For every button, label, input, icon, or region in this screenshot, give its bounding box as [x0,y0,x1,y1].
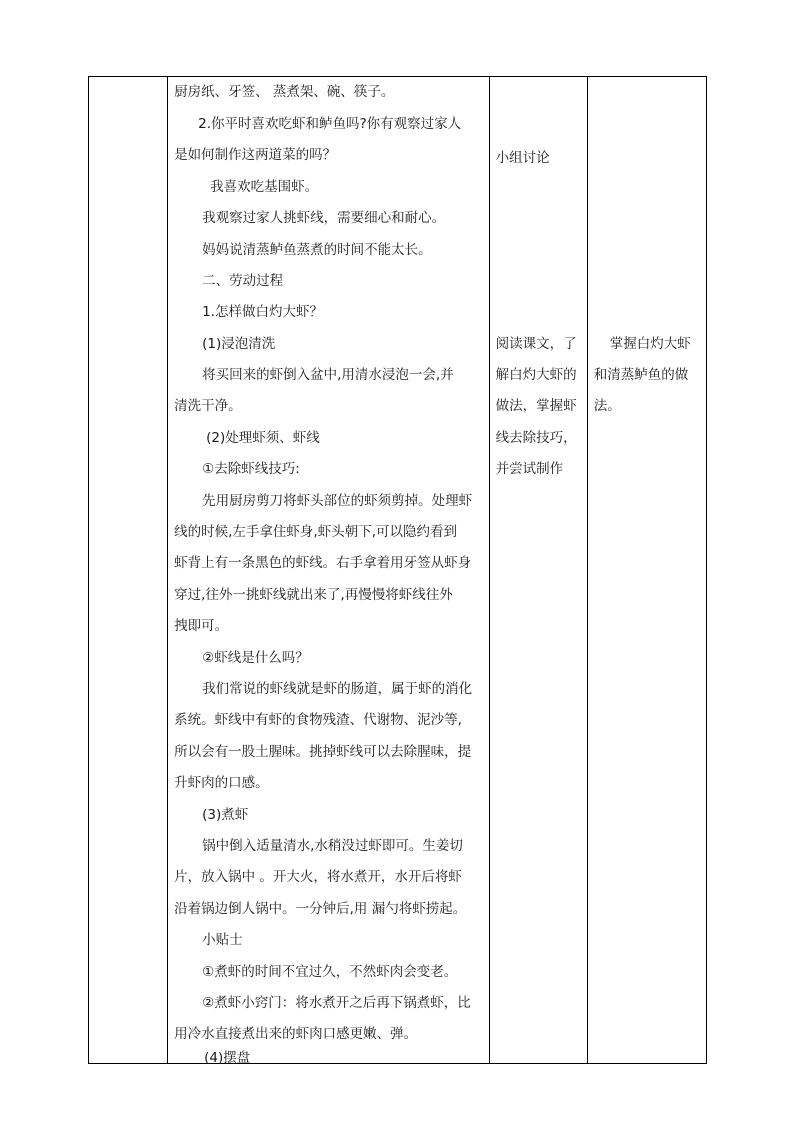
content-line: 清洗干净。 [174,398,242,414]
content-line: ②虾线是什么吗？ [202,650,309,666]
content-line: 将买回来的虾倒入盆中,用清水浸泡一会,并 [202,367,454,383]
group-discussion-label: 小组讨论 [495,150,550,166]
section-heading: 二、劳动过程 [202,273,284,289]
stage-cell [89,77,168,1064]
content-line: 先用厨房剪刀将虾头部位的虾须剪掉。处理虾 [202,493,473,509]
intent-line: 法。 [593,398,621,414]
teaching-content-cell [168,77,490,1064]
content-line: 片，放入锅中 。开大火，将水煮开，水开后将虾 [174,869,462,885]
content-line: 是如何制作这两道菜的吗？ [174,147,337,163]
content-line: (1)浸泡清洗 [202,336,276,352]
student-activity-cell [489,77,587,1064]
content-line: 厨房纸、牙签、 蒸煮架、碗、筷子。 [174,84,395,100]
activity-line: 解白灼大虾的 [495,367,577,383]
content-line: ①煮虾的时间不宜过久，不然虾肉会变老。 [202,964,458,980]
content-line: 升虾肉的口感。 [174,775,269,791]
content-line: 虾背上有一条黑色的虾线。右手拿着用牙签从虾身 [174,555,472,571]
content-line: ②煮虾小窍门：将水煮开之后再下锅煮虾，比 [202,995,471,1011]
content-line: 锅中倒入适量清水,水稍没过虾即可。生姜切 [202,838,463,854]
content-line: 沿着锅边倒人锅中。一分钟后,用 漏勺将虾捞起。 [174,901,467,917]
activity-line: 线去除技巧， [495,430,577,446]
content-line: ①去除虾线技巧: [202,461,300,477]
design-intent-cell [587,77,706,1064]
content-line: (3)煮虾 [202,807,249,823]
content-line: 小贴士 [202,932,243,948]
content-line: (2)处理虾须、虾线 [206,430,320,446]
content-line: 我观察过家人挑虾线，需要细心和耐心。 [202,210,446,226]
content-line: 拽即可。 [174,618,229,634]
activity-line: 阅读课文，了 [495,336,577,352]
content-line: 线的时候,左手拿住虾身,虾头朝下,可以隐约看到 [174,524,457,540]
content-line: 用冷水直接煮出来的虾肉口感更嫩、弹。 [174,1026,418,1042]
content-line: 系统。虾线中有虾的食物残渣、代谢物、泥沙等, [174,712,462,728]
content-line: 我喜欢吃基围虾。 [210,179,319,195]
content-line: 1.怎样做白灼大虾？ [202,304,324,320]
intent-line: 掌握白灼大虾 [609,336,691,352]
activity-line: 做法，掌握虾 [495,398,577,414]
activity-line: 并尝试制作 [495,461,564,477]
content-line: 穿过,往外一挑虾线就出来了,再慢慢将虾线往外 [174,587,453,603]
intent-line: 和清蒸鲈鱼的做 [593,367,689,383]
content-line: (4)摆盘 [204,1050,251,1066]
content-line: 2.你平时喜欢吃虾和鲈鱼吗?你有观察过家人 [198,116,462,132]
lesson-plan-table [88,76,707,1064]
content-line: 我们常说的虾线就是虾的肠道，属于虾的消化 [202,681,473,697]
content-line: 所以会有一股土腥味。挑掉虾线可以去除腥味，提 [174,744,472,760]
content-line: 妈妈说清蒸鲈鱼蒸煮的时间不能太长。 [202,242,432,258]
